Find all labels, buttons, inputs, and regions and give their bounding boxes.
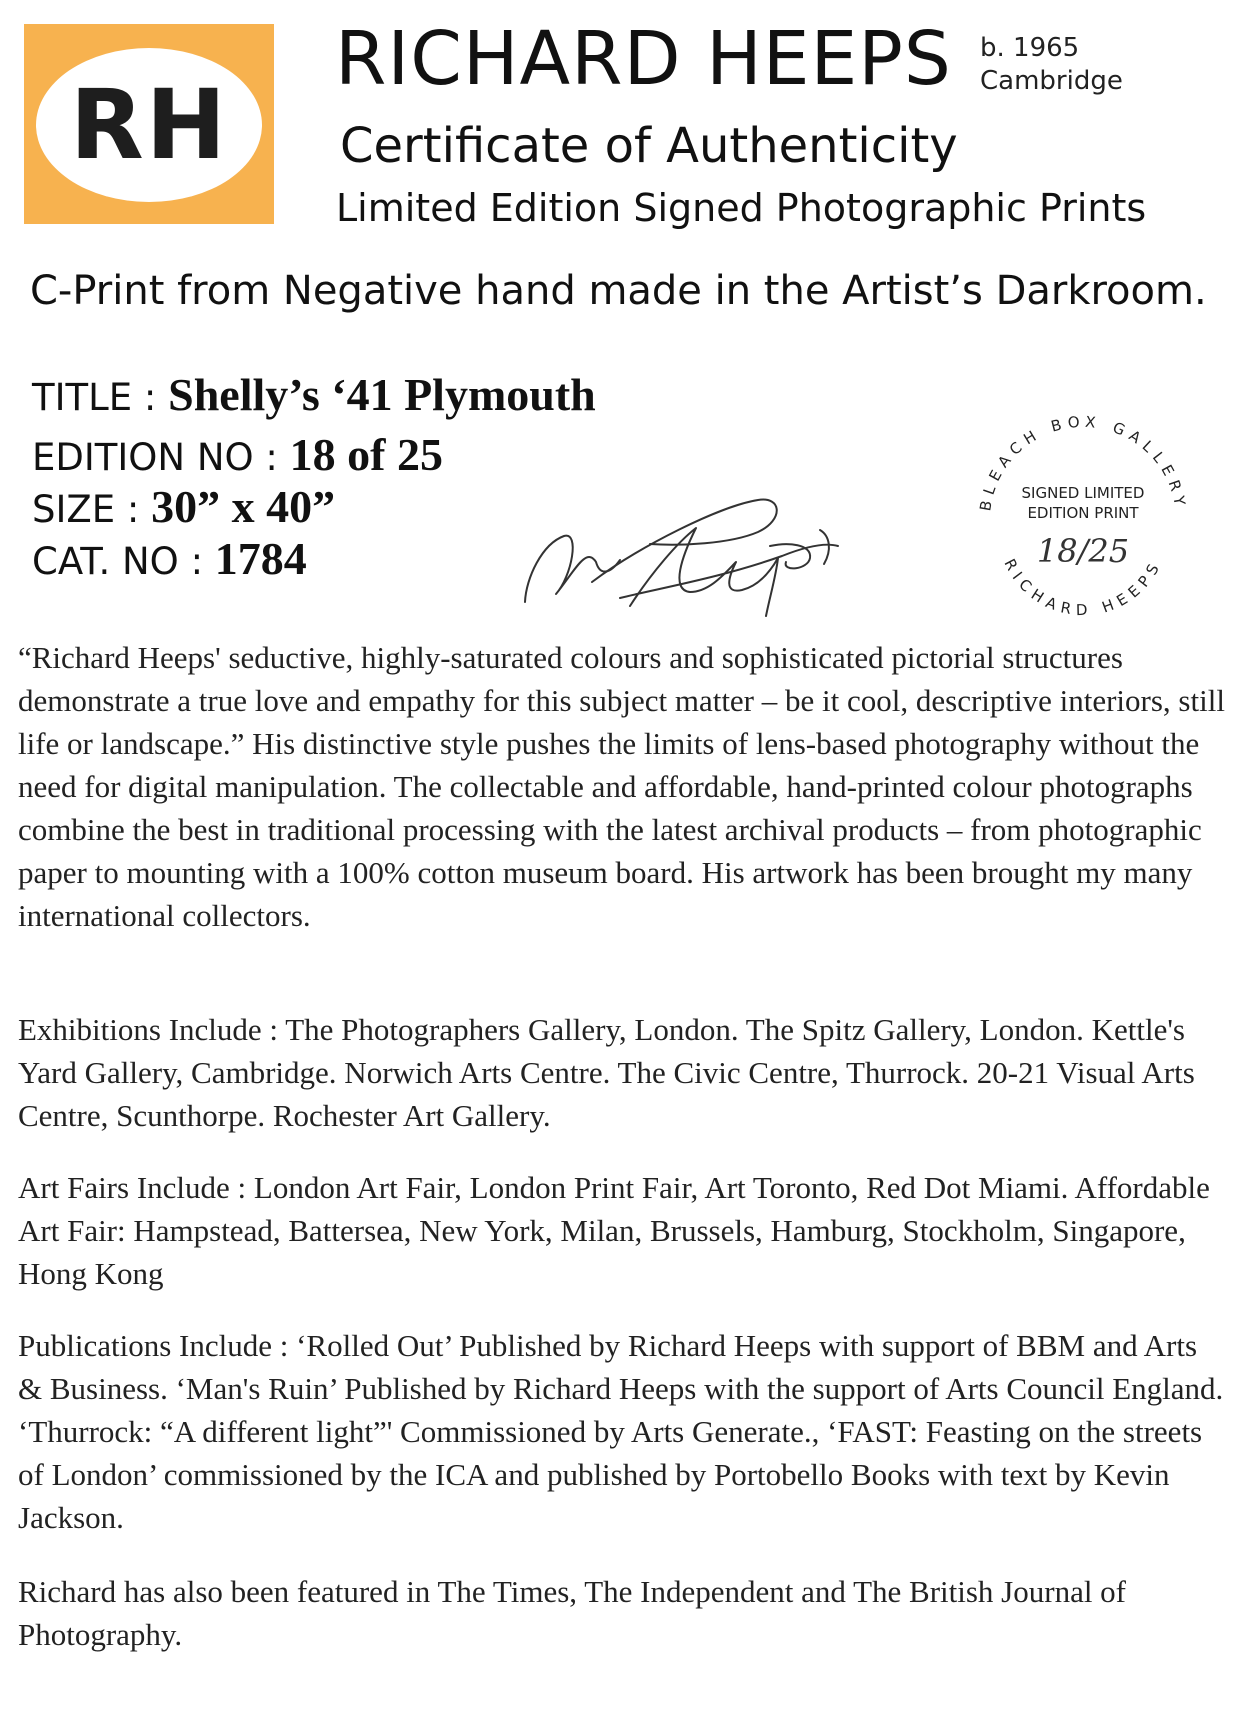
logo-text: RH: [69, 69, 229, 181]
birth-year: b. 1965: [980, 33, 1080, 63]
cat-value: 1784: [214, 533, 307, 584]
cat-label: CAT. NO :: [32, 540, 215, 583]
stamp-line-2: EDITION PRINT: [1027, 504, 1139, 522]
artist-name: RICHARD HEEPS: [335, 16, 952, 102]
gallery-stamp: [968, 400, 1198, 630]
stamp-line-1: SIGNED LIMITED: [1021, 484, 1145, 502]
size-label: SIZE :: [32, 488, 152, 531]
birth-place: Cambridge: [980, 66, 1123, 96]
edition-label: EDITION NO :: [32, 436, 290, 479]
artist-birth: [980, 32, 1123, 98]
certificate-subtitle: Limited Edition Signed Photographic Prints: [336, 186, 1147, 230]
publications-paragraph: Publications Include : ‘Rolled Out’ Published by Richard Heeps with support of BBM and Arts & Business. ‘Man's Ruin’ Published by Richard Heeps with the support of Arts Council England. ‘Thurrock: “A different light”' Commissioned by Arts Generate., ‘FAST: Feasting on the streets of London’ commissioned by the ICA and published by Portobello Books with text by Kevin Jackson.: [18, 1328, 1224, 1535]
cat-field: [32, 532, 307, 585]
edition-field: [32, 428, 443, 481]
bio-paragraph: “Richard Heeps' seductive, highly-saturated colours and sophisticated pictorial structures demonstrate a true love and empathy for this subject matter – be it cool, descriptive interiors, still life or landscape.” His distinctive style pushes the limits of lens-based photography without the need for digital manipulation. The collectable and affordable, hand-printed colour photographs combine the best in traditional processing with the latest archival products – from photographic paper to mounting with a 100% cotton museum board. His artwork has been brought my many international collectors.: [18, 640, 1225, 933]
stamp-handwritten-edition: 18/25: [1036, 532, 1130, 570]
size-value: 30” x 40”: [151, 481, 336, 532]
certificate-title: Certificate of Authenticity: [340, 118, 958, 174]
title-field: [32, 368, 596, 421]
title-label: TITLE :: [32, 376, 169, 419]
logo-oval: [36, 48, 262, 202]
artist-signature: [520, 486, 860, 626]
featured-paragraph: Richard has also been featured in The Times, The Independent and The British Journal of Photography.: [18, 1574, 1127, 1652]
rh-logo: [24, 24, 274, 224]
stamp-ring-top: BLEACH BOX GALLERY: [976, 412, 1190, 513]
art-fairs-paragraph: Art Fairs Include : London Art Fair, London Print Fair, Art Toronto, Red Dot Miami. Affordable Art Fair: Hampstead, Battersea, New York, Milan, Brussels, Hamburg, Stockholm, Singapore, Hong Kong: [18, 1170, 1210, 1291]
process-line: C-Print from Negative hand made in the Artist’s Darkroom.: [30, 268, 1207, 314]
exhibitions-paragraph: Exhibitions Include : The Photographers Gallery, London. The Spitz Gallery, London. Kettle's Yard Gallery, Cambridge. Norwich Arts Centre. The Civic Centre, Thurrock. 20-21 Visual Arts Centre, Scunthorpe. Rochester Art Gallery.: [18, 1012, 1195, 1133]
stamp-ring-bottom: RICHARD HEEPS: [1000, 555, 1166, 620]
title-value: Shelly’s ‘41 Plymouth: [168, 369, 596, 420]
size-field: [32, 480, 335, 533]
edition-value: 18 of 25: [289, 429, 443, 480]
